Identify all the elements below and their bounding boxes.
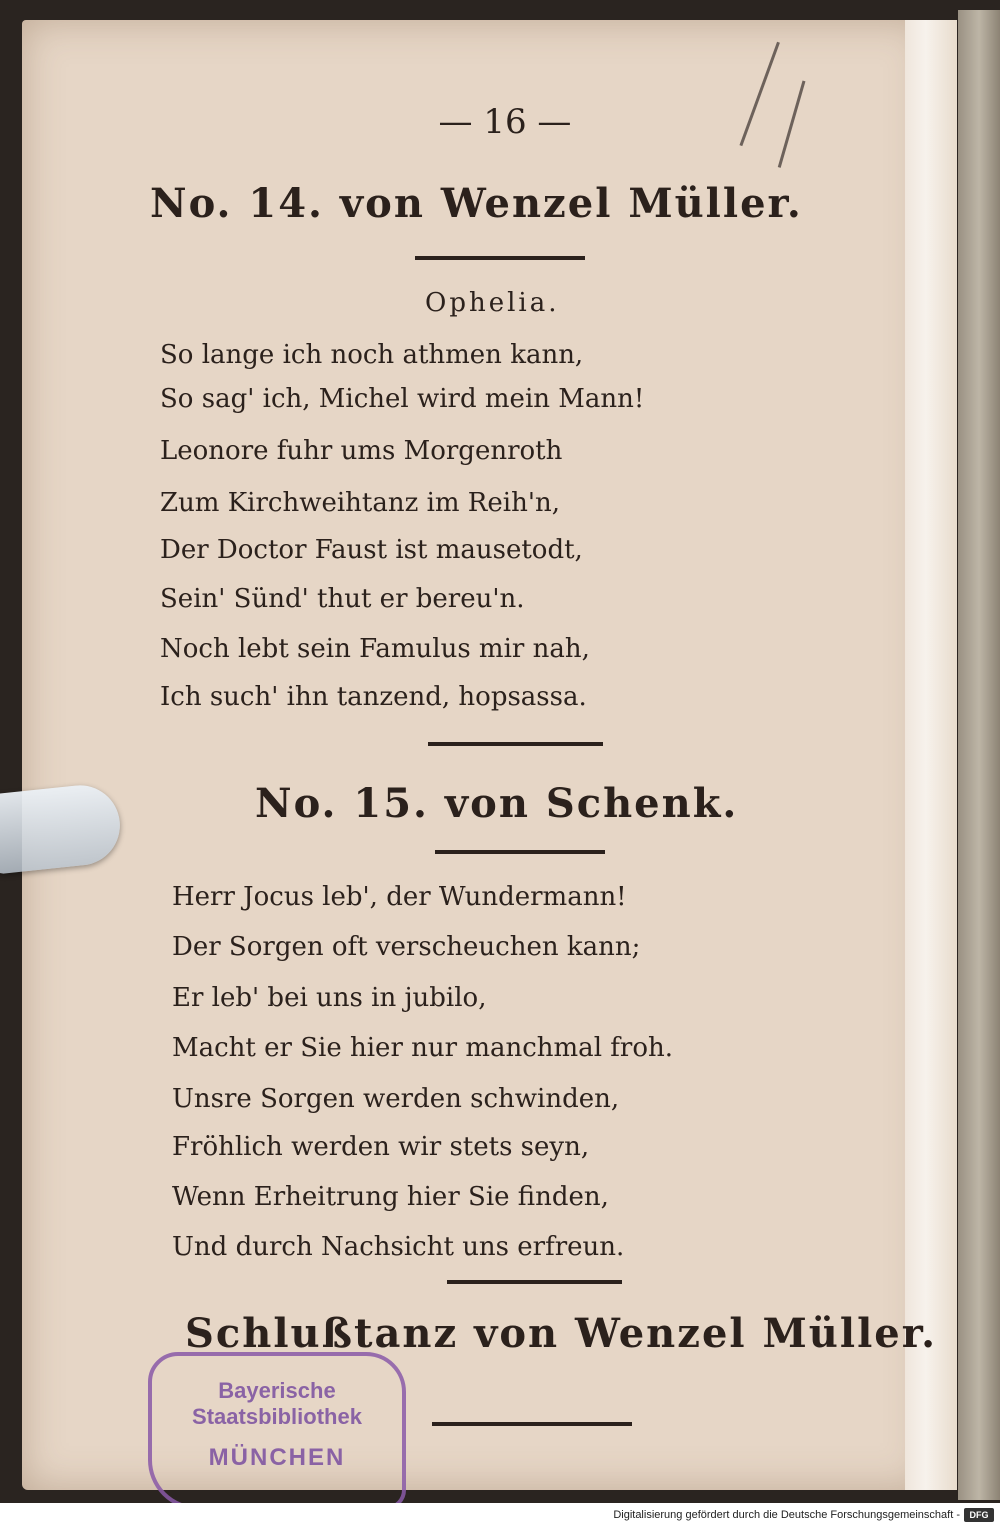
stamp-line: MÜNCHEN: [208, 1444, 346, 1471]
verse-line: Wenn Erheitrung hier Sie finden,: [172, 1182, 609, 1212]
section-heading-15: No. 15. von Schenk.: [255, 780, 739, 827]
verse-line: Sein' Sünd' thut er bereu'n.: [160, 584, 525, 614]
book-cover-edge: [958, 10, 1000, 1500]
verse-line: Unsre Sorgen werden schwinden,: [172, 1084, 620, 1114]
stamp-line: Bayerische: [218, 1378, 336, 1403]
dfg-logo-icon: DFG: [964, 1508, 994, 1522]
divider-rule: [428, 742, 603, 746]
verse-line: Ich such' ihn tanzend, hopsassa.: [160, 682, 587, 712]
verse-line: Herr Jocus leb', der Wundermann!: [172, 882, 627, 912]
library-stamp: [148, 1352, 406, 1510]
verse-line: So sag' ich, Michel wird mein Mann!: [160, 384, 645, 414]
book-page: [22, 20, 927, 1490]
verse-line: Zum Kirchweihtanz im Reih'n,: [160, 488, 560, 518]
verse-line: Der Sorgen oft verscheuchen kann;: [172, 932, 641, 962]
page-number: — 16 —: [438, 102, 572, 142]
speaker-name: Ophelia.: [425, 288, 560, 318]
page-edge: [905, 20, 957, 1490]
verse-line: Noch lebt sein Famulus mir nah,: [160, 634, 590, 664]
divider-rule: [435, 850, 605, 854]
stamp-line: Staatsbibliothek: [192, 1404, 362, 1429]
divider-rule: [447, 1280, 622, 1284]
verse-line: Der Doctor Faust ist mausetodt,: [160, 535, 583, 565]
verse-line: Fröhlich werden wir stets seyn,: [172, 1132, 590, 1162]
divider-rule: [432, 1422, 632, 1426]
verse-line: Leonore fuhr ums Morgenroth: [160, 436, 563, 466]
verse-line: So lange ich noch athmen kann,: [160, 340, 584, 370]
verse-line: Er leb' bei uns in jubilo,: [172, 983, 487, 1013]
footer-credit: Digitalisierung gefördert durch die Deutsche Forschungsgemeinschaft -: [613, 1509, 960, 1521]
section-heading-final: Schlußtanz von Wenzel Müller.: [185, 1310, 938, 1357]
verse-line: Und durch Nachsicht uns erfreun.: [172, 1232, 625, 1262]
verse-line: Macht er Sie hier nur manchmal froh.: [172, 1033, 673, 1063]
section-heading-14: No. 14. von Wenzel Müller.: [150, 180, 803, 227]
divider-rule: [415, 256, 585, 260]
